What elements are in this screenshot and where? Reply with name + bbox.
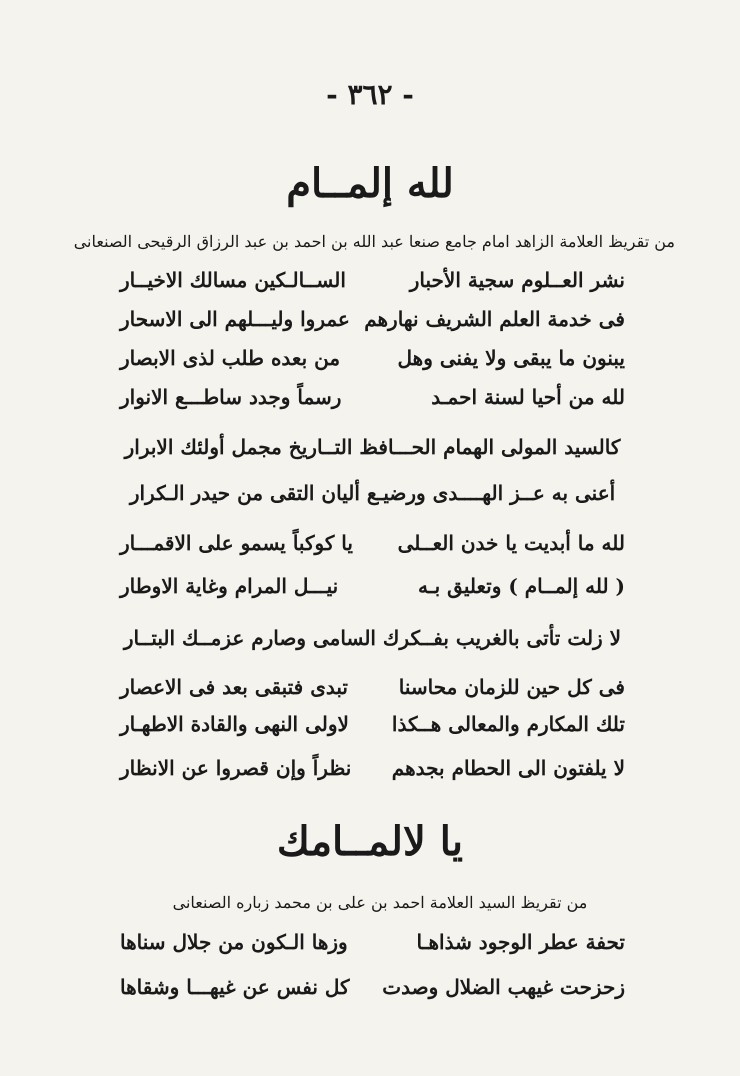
verse-line xyxy=(120,675,625,715)
section-title: لله إلمــام xyxy=(286,160,454,207)
verse-second-hemistich: نظراً وإن قصروا عن الانظار xyxy=(120,756,352,780)
verse-first-hemistich: ( لله إلمــام ) وتعليق بـه xyxy=(418,574,625,598)
verse-first-hemistich: تحفة عطر الوجود شذاهـا xyxy=(416,930,625,954)
verse-second-hemistich: عمروا وليـــلهم الى الاسحار xyxy=(120,307,350,331)
verse-second-hemistich: كل نفس عن غيهـــا وشقاها xyxy=(120,975,350,999)
verse-line xyxy=(120,481,625,521)
verse-line xyxy=(120,712,625,752)
verse-second-hemistich: يا كوكباً يسمو على الاقمـــار xyxy=(120,531,353,555)
section-title: يا لالمــامك xyxy=(276,818,464,865)
verse-line xyxy=(120,268,625,308)
verse-first-hemistich: نشر العــلوم سجية الأحبار xyxy=(409,268,625,292)
section-intro: من تقريظ السيد العلامة احمد بن على بن محمد زباره الصنعانى xyxy=(172,893,588,912)
verse-full-line: كالسيد المولى الهمام الحـــافظ التــاريخ مجمل أولئك الابرار xyxy=(124,435,621,459)
verse-full-line: أعنى به عــز الهــــدى ورضيـع أليان التقى من حيدر الـكرار xyxy=(129,481,616,505)
verse-line xyxy=(120,930,625,970)
verse-first-hemistich: يبنون ما يبقى ولا يفنى وهل xyxy=(397,346,625,370)
verse-first-hemistich: لله ما أبديت يا خدن العــلى xyxy=(397,531,625,555)
verse-line xyxy=(120,975,625,1015)
verse-line xyxy=(120,435,625,475)
verse-line xyxy=(120,346,625,386)
verse-first-hemistich: فى خدمة العلم الشريف نهارهم xyxy=(364,307,625,331)
verse-line xyxy=(120,307,625,347)
verse-first-hemistich: فى كل حين للزمان محاسنا xyxy=(398,675,625,699)
verse-line xyxy=(120,574,625,614)
page-number: - ٣٦٢ - xyxy=(326,78,414,111)
verse-full-line: لا زلت تأتى بالغريب بفــكرك السامى وصارم عزمــك البتــار xyxy=(123,626,622,650)
verse-second-hemistich: لاولى النهى والقادة الاطهـار xyxy=(120,712,349,736)
verse-first-hemistich: زحزحت غيهب الضلال وصدت xyxy=(382,975,625,999)
verse-line xyxy=(120,756,625,796)
verse-second-hemistich: تبدى فتبقى بعد فى الاعصار xyxy=(120,675,348,699)
verse-first-hemistich: تلك المكارم والمعالى هــكذا xyxy=(391,712,625,736)
verse-line xyxy=(120,626,625,666)
verse-first-hemistich: لله من أحيا لسنة احمـد xyxy=(431,385,625,409)
verse-second-hemistich: نيـــل المرام وغاية الاوطار xyxy=(120,574,339,598)
verse-second-hemistich: وزها الـكون من جلال سناها xyxy=(120,930,348,954)
verse-first-hemistich: لا يلفتون الى الحطام بجدهم xyxy=(391,756,625,780)
verse-second-hemistich: من بعده طلب لذى الابصار xyxy=(120,346,341,370)
verse-second-hemistich: رسماً وجدد ساطـــع الانوار xyxy=(120,385,342,409)
verse-second-hemistich: الســالـكين مسالك الاخيــار xyxy=(120,268,346,292)
section-intro: من تقريظ العلامة الزاهد امام جامع صنعا عبد الله بن احمد بن عبد الرزاق الرقيحى الصنعانى xyxy=(73,232,675,251)
verse-line xyxy=(120,385,625,425)
verse-line xyxy=(120,531,625,571)
